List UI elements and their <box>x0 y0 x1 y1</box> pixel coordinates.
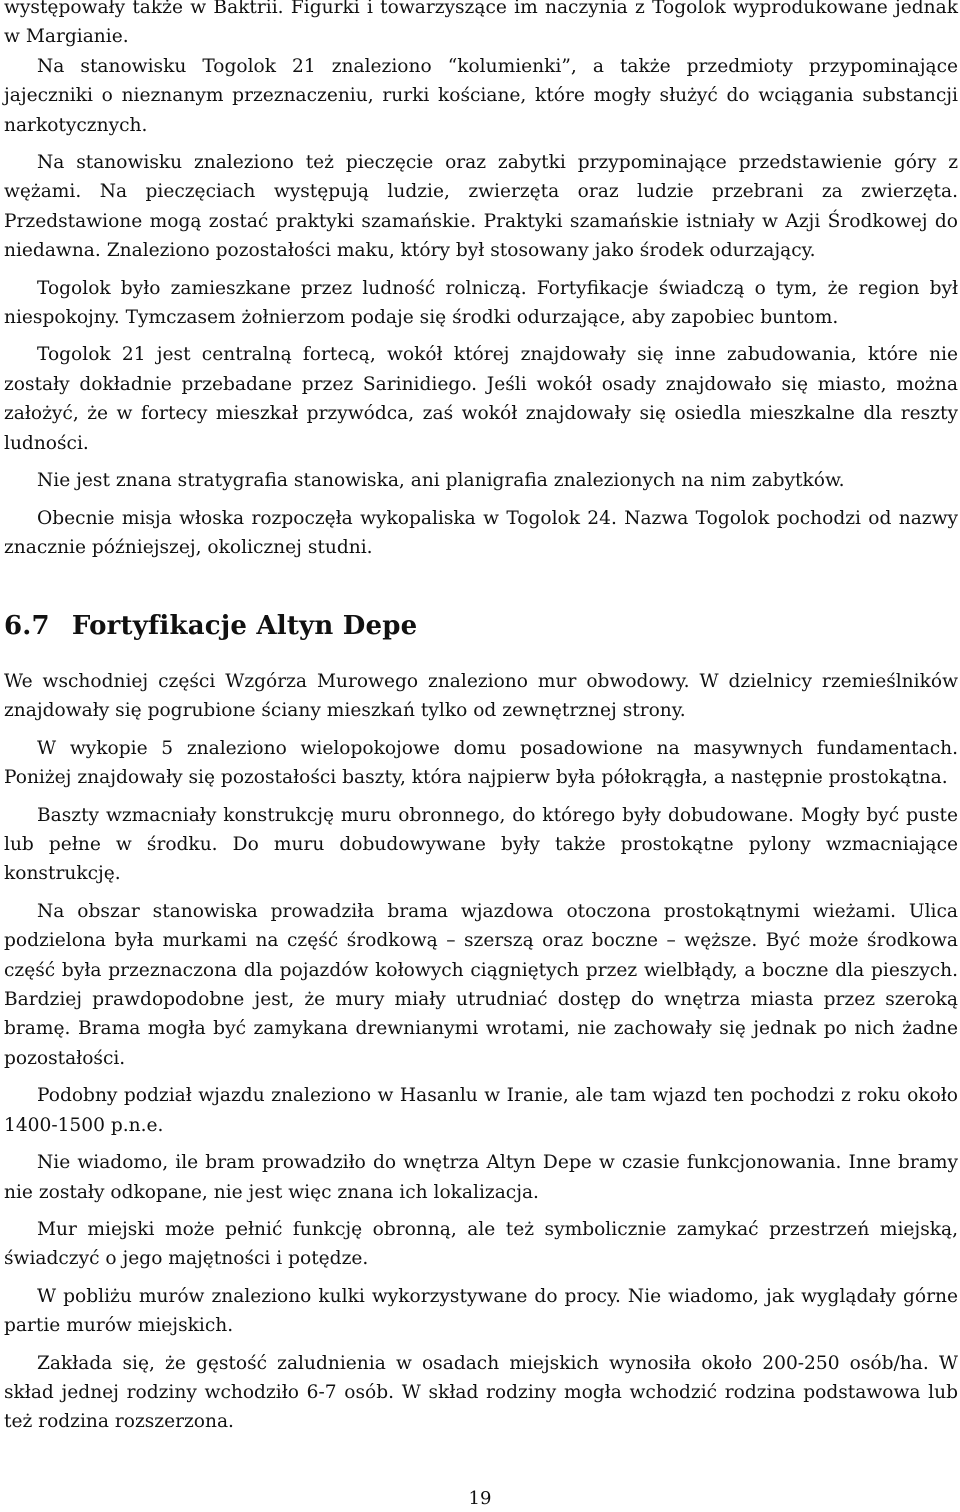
paragraph-perimeter-wall: We wschodniej części Wzgórza Murowego znaleziono mur obwodowy. W dzielnicy rzemieślników znajdowały się pogrubione ściany mieszkań tylko od zewnętrznej strony. <box>4 671 958 722</box>
paragraph-continuation: występowały także w Baktrii. Figurki i towarzyszące im naczynia z Togolok wyprodukowane jednak w Margianie. <box>4 0 958 48</box>
paragraph-italian-mission: Obecnie misja włoska rozpoczęła wykopaliska w Togolok 24. Nazwa Togolok pochodzi od nazwy znacznie późniejszej, okolicznej studni. <box>4 507 958 558</box>
paragraph-togolok-finds: Na stanowisku Togolok 21 znaleziono “kolumienki”, a także przedmioty przypominające jajeczniki o nieznanym przeznaczeniu, rurki kościane, które mogły służyć do wciągania substancji narkotycznych. <box>4 55 958 136</box>
paragraph-population-density: Zakłada się, że gęstość zaludnienia w osadach miejskich wynosiła około 200-250 osób/ha. W skład jednej rodziny wchodziło 6-7 osób. W skład rodziny mogła wchodzić rodzina podstawowa lub też rodzina rozszerzona. <box>4 1352 958 1433</box>
paragraph-fortress: Togolok 21 jest centralną fortecą, wokół której znajdowały się inne zabudowania, które nie zostały dokładnie przebadane przez Sarinidiego. Jeśli wokół osady znajdowało się miasto, można założyć, że w fortecy mieszkał przywódca, zaś wokół znajdowały się osiedla mieszkalne dla reszty ludności. <box>4 344 958 454</box>
paragraph-towers: Baszty wzmacniały konstrukcję muru obronnego, do którego były dobudowane. Mogły być puste lub pełne w środku. Do muru dobudowywane były także prostokątne pylony wzmacniające konstrukcję. <box>4 804 958 885</box>
section-number: 6.7 <box>4 611 50 641</box>
paragraph-excavation-5: W wykopie 5 znaleziono wielopokojowe domu posadowione na masywnych fundamentach. Poniżej znajdowały się pozostałości baszty, która najpierw była półokrągła, a następnie prostokątna. <box>4 737 958 789</box>
section-title: Fortyfikacje Altyn Depe <box>71 611 418 641</box>
paragraph-number-of-gates: Nie wiadomo, ile bram prowadziło do wnętrza Altyn Depe w czasie funkcjonowania. Inne bramy nie zostały odkopane, nie jest więc znana ich lokalizacja. <box>4 1152 958 1203</box>
paragraph-seals: Na stanowisku znaleziono też pieczęcie oraz zabytki przypominające przedstawienie góry z wężami. Na pieczęciach występują ludzie, zwierzęta oraz ludzie przebrani za zwierzęta. Przedstawione mogą zostać praktyki szamańskie. Praktyki szamańskie istniały w Azji Środkowej do niedawna. Znaleziono pozostałości maku, który był stosowany jako środek odurzający. <box>4 152 958 262</box>
paragraph-hasanlu: Podobny podział wjazdu znaleziono w Hasanlu w Iranie, ale tam wjazd ten pochodzi z roku około 1400-1500 p.n.e. <box>4 1085 958 1136</box>
section-text-block <box>4 667 958 1437</box>
paragraph-population: Togolok było zamieszkane przez ludność rolniczą. Fortyfikacje świadczą o tym, że region był niespokojny. Tymczasem żołnierzom podaje się środki odurzające, aby zapobiec buntom. <box>4 277 958 329</box>
paragraph-city-wall-function: Mur miejski może pełnić funkcję obronną, ale też symbolicznie zamykać przestrzeń miejską, świadczyć o jego majętności i potędze. <box>4 1218 958 1270</box>
paragraph-stratigraphy: Nie jest znana stratygrafia stanowiska, ani planigrafia znalezionych na nim zabytków. <box>37 470 845 492</box>
section-heading <box>4 611 417 641</box>
top-text-block <box>4 0 958 562</box>
paragraph-gate: Na obszar stanowiska prowadziła brama wjazdowa otoczona prostokątnymi wieżami. Ulica podzielona była murkami na część środkową – szerszą oraz boczne – węższe. Być może środkowa część była przeznaczona dla pojazdów kołowych ciągniętych przez wielbłądy, a boczne dla pieszych. Bardziej prawdopodobne jest, że mury miały utrudniać dostęp do wnętrza miasta przez szeroką bramę. Brama mogła być zamykana drewnianymi wrotami, nie zachowały się jednak po nich żadne pozostałości. <box>4 900 958 1069</box>
page-number: 19 <box>468 1488 492 1509</box>
paragraph-sling-balls: W pobliżu murów znaleziono kulki wykorzystywane do procy. Nie wiadomo, jak wyglądały górne partie murów miejskich. <box>4 1285 958 1337</box>
